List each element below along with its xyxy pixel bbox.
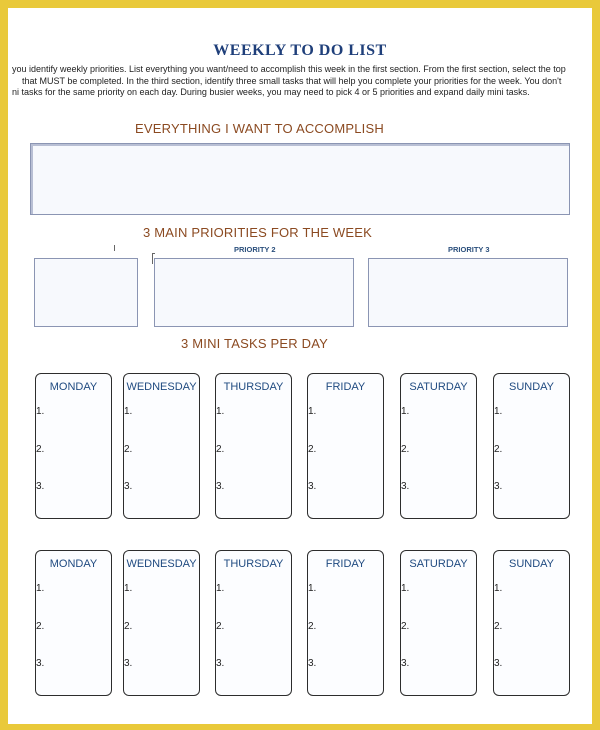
priority-1-box[interactable] [34,258,138,327]
priority-3-box[interactable] [368,258,568,327]
task-number: 1. [36,583,45,594]
task-number: 3. [36,658,45,669]
task-number: 1. [401,406,410,417]
day-card-friday[interactable] [307,550,384,696]
day-name: SATURDAY [409,381,468,393]
day-card-friday[interactable] [307,373,384,519]
day-name: FRIDAY [325,381,366,393]
task-number: 2. [36,444,45,455]
task-number: 2. [216,621,225,632]
task-number: 1. [36,406,45,417]
day-card-sunday[interactable] [493,550,570,696]
task-number: 2. [216,444,225,455]
instructions-line: you identify weekly priorities. List everything you want/need to accomplish this week in the first section. From the first section, select the top [12,64,566,74]
task-number: 1. [308,583,317,594]
task-number: 3. [494,481,503,492]
day-name: WEDNESDAY [126,381,197,393]
priority-2-box[interactable] [154,258,354,327]
task-number: 2. [494,444,503,455]
day-name: SATURDAY [409,558,468,570]
instructions-line: ni tasks for the same priority on each day. During busier weeks, you may need to pick 4 or 5 priorities and expand daily mini tasks. [12,87,530,98]
task-number: 2. [124,444,133,455]
day-card-thursday[interactable] [215,373,292,519]
priority-2-label: PRIORITY 2 [234,245,276,254]
day-card-wednesday[interactable] [123,373,200,519]
task-number: 3. [124,658,133,669]
task-number: 3. [216,658,225,669]
day-card-saturday[interactable] [400,550,477,696]
task-number: 3. [36,481,45,492]
day-name: MONDAY [49,381,98,393]
priorities-heading: 3 MAIN PRIORITIES FOR THE WEEK [143,225,372,240]
day-name: MONDAY [49,558,98,570]
task-number: 2. [308,621,317,632]
priority-3-label: PRIORITY 3 [448,245,490,254]
instructions-paragraph [12,64,588,99]
worksheet-page [8,8,592,724]
day-name: THURSDAY [223,558,284,570]
task-number: 1. [216,406,225,417]
task-number: 3. [124,481,133,492]
task-number: 3. [401,658,410,669]
task-number: 3. [216,481,225,492]
task-number: 2. [401,444,410,455]
day-name: THURSDAY [223,381,284,393]
task-number: 3. [308,481,317,492]
page-title: WEEKLY TO DO LIST [213,42,387,59]
task-number: 1. [494,583,503,594]
everything-box[interactable] [30,143,570,215]
task-number: 3. [494,658,503,669]
task-number: 2. [308,444,317,455]
task-number: 2. [124,621,133,632]
instructions-line: that MUST be completed. In the third section, identify three small tasks that will help you complete your priorities for the week. You don't [22,75,562,86]
task-number: 2. [36,621,45,632]
task-number: 2. [494,621,503,632]
day-name: FRIDAY [325,558,366,570]
task-number: 3. [308,658,317,669]
task-number: 1. [124,406,133,417]
day-card-thursday[interactable] [215,550,292,696]
day-name: WEDNESDAY [126,558,197,570]
mini-tasks-heading: 3 MINI TASKS PER DAY [181,336,329,351]
day-card-monday[interactable] [35,550,112,696]
day-card-wednesday[interactable] [123,550,200,696]
day-name: SUNDAY [508,558,555,570]
day-card-saturday[interactable] [400,373,477,519]
task-number: 3. [401,481,410,492]
task-number: 1. [494,406,503,417]
day-card-monday[interactable] [35,373,112,519]
day-name: SUNDAY [508,381,555,393]
task-number: 1. [216,583,225,594]
task-number: 1. [308,406,317,417]
task-number: 1. [401,583,410,594]
priority-1-marker [114,245,115,251]
everything-heading: EVERYTHING I WANT TO ACCOMPLISH [135,121,384,136]
day-card-sunday[interactable] [493,373,570,519]
task-number: 1. [124,583,133,594]
task-number: 2. [401,621,410,632]
